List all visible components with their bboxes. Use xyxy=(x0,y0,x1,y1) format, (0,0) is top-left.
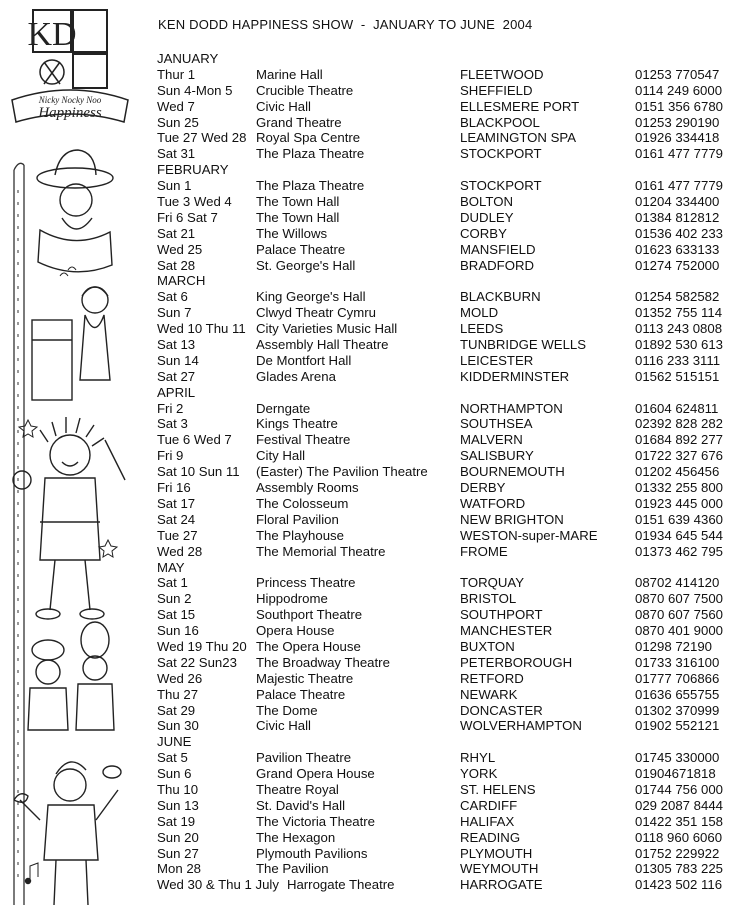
show-town: BLACKPOOL xyxy=(460,114,540,130)
show-date: Sat 24 xyxy=(157,511,196,527)
show-row xyxy=(157,877,737,893)
show-date: Sun 4-Mon 5 xyxy=(157,82,233,98)
show-row xyxy=(157,115,737,131)
show-row xyxy=(157,464,737,480)
show-venue: Hippodrome xyxy=(256,591,328,607)
show-row xyxy=(157,591,737,607)
show-row xyxy=(157,814,737,830)
show-town: ELLESMERE PORT xyxy=(460,98,580,114)
show-row xyxy=(157,321,737,337)
show-date: Thu 10 xyxy=(157,781,199,797)
logo-tagline-top: Nicky Nocky Noo xyxy=(38,95,102,105)
show-venue: The Dome xyxy=(256,702,318,718)
show-phone: 01373 462 795 xyxy=(635,543,724,559)
show-date: Sat 19 xyxy=(157,813,196,829)
show-date: Sat 6 xyxy=(157,289,188,305)
show-venue: Theatre Royal xyxy=(256,781,339,797)
show-venue: Grand Opera House xyxy=(256,766,375,782)
show-date: Sat 29 xyxy=(157,702,196,718)
show-venue: (Easter) The Pavilion Theatre xyxy=(256,464,428,480)
show-row xyxy=(157,782,737,798)
month-heading: FEBRUARY xyxy=(157,162,229,178)
show-venue: Civic Hall xyxy=(256,98,311,114)
show-date: Mon 28 xyxy=(157,861,201,877)
show-date: Sun 25 xyxy=(157,114,199,130)
show-phone: 01562 515151 xyxy=(635,368,720,384)
show-phone: 0161 477 7779 xyxy=(635,146,724,162)
show-date: Sat 5 xyxy=(157,750,188,766)
show-row xyxy=(157,846,737,862)
month-heading: APRIL xyxy=(157,384,196,400)
show-phone: 01332 255 800 xyxy=(635,480,724,496)
show-town: PETERBOROUGH xyxy=(460,654,573,670)
show-town: BRISTOL xyxy=(460,591,517,607)
show-date: Sun 13 xyxy=(157,797,199,813)
show-row xyxy=(157,83,737,99)
show-row xyxy=(157,194,737,210)
show-date: Sat 28 xyxy=(157,257,196,273)
show-phone: 01253 290190 xyxy=(635,114,720,130)
show-town: DONCASTER xyxy=(460,702,543,718)
show-row xyxy=(157,766,737,782)
show-phone: 0161 477 7779 xyxy=(635,178,724,194)
show-phone: 01752 229922 xyxy=(635,845,720,861)
show-town: DUDLEY xyxy=(460,209,514,225)
show-date: Thu 27 xyxy=(157,686,199,702)
show-date: Sat 3 xyxy=(157,416,188,432)
show-phone: 0113 243 0808 xyxy=(635,321,723,337)
show-town: BLACKBURN xyxy=(460,289,541,305)
show-venue: St. George's Hall xyxy=(256,257,356,273)
show-row xyxy=(157,639,737,655)
show-row xyxy=(157,480,737,496)
show-town: MALVERN xyxy=(460,432,523,448)
show-town: ST. HELENS xyxy=(460,781,536,797)
show-date: Sat 27 xyxy=(157,368,196,384)
show-town: NEWARK xyxy=(460,686,518,702)
show-town: TORQUAY xyxy=(460,575,524,591)
show-date: Fri 9 xyxy=(157,448,184,464)
show-venue: The Town Hall xyxy=(256,209,340,225)
show-date: Sat 15 xyxy=(157,607,196,623)
show-date: Sun 27 xyxy=(157,845,199,861)
show-row xyxy=(157,178,737,194)
show-venue: Royal Spa Centre xyxy=(256,130,361,146)
show-town: BRADFORD xyxy=(460,257,534,273)
show-row xyxy=(157,337,737,353)
show-town: MOLD xyxy=(460,305,499,321)
show-town: LEAMINGTON SPA xyxy=(460,130,577,146)
show-date: Tue 27 Wed 28 xyxy=(157,130,247,146)
show-venue: The Town Hall xyxy=(256,194,340,210)
show-date: Sun 16 xyxy=(157,623,199,639)
show-row xyxy=(157,305,737,321)
show-phone: 01923 445 000 xyxy=(635,495,724,511)
show-town: WOLVERHAMPTON xyxy=(460,718,582,734)
show-date: Wed 7 xyxy=(157,98,195,114)
show-date: Tue 3 Wed 4 xyxy=(157,194,232,210)
show-date: Sat 31 xyxy=(157,146,196,162)
show-venue: Assembly Rooms xyxy=(256,480,359,496)
show-date: Wed 19 Thu 20 xyxy=(157,638,247,654)
show-venue: The Opera House xyxy=(256,638,361,654)
show-row xyxy=(157,289,737,305)
show-date: Sun 2 xyxy=(157,591,192,607)
show-phone: 0870 401 9000 xyxy=(635,623,724,639)
show-venue: Marine Hall xyxy=(256,66,323,82)
show-row xyxy=(157,575,737,591)
show-row xyxy=(157,448,737,464)
show-phone: 01926 334418 xyxy=(635,130,720,146)
show-phone: 0114 249 6000 xyxy=(635,82,723,98)
show-venue: Palace Theatre xyxy=(256,686,346,702)
show-venue: The Broadway Theatre xyxy=(256,654,390,670)
show-phone: 01684 892 277 xyxy=(635,432,724,448)
show-phone: 01352 755 114 xyxy=(635,305,723,321)
show-phone: 01623 633133 xyxy=(635,241,720,257)
show-phone: 029 2087 8444 xyxy=(635,797,724,813)
show-town: MANCHESTER xyxy=(460,623,553,639)
show-venue: The Colosseum xyxy=(256,495,349,511)
show-row xyxy=(157,226,737,242)
show-date: Wed 30 & Thu 1 July xyxy=(157,877,279,893)
show-town: READING xyxy=(460,829,521,845)
show-town: WATFORD xyxy=(460,495,526,511)
show-date: Sat 21 xyxy=(157,225,196,241)
show-phone: 01422 351 158 xyxy=(635,813,724,829)
show-venue: Palace Theatre xyxy=(256,241,346,257)
show-venue: Civic Hall xyxy=(256,718,311,734)
show-date: Thur 1 xyxy=(157,66,196,82)
show-row xyxy=(157,830,737,846)
show-phone: 01744 756 000 xyxy=(635,781,724,797)
show-phone: 01904671818 xyxy=(635,766,716,782)
show-phone: 01298 72190 xyxy=(635,638,713,654)
show-town: BOLTON xyxy=(460,194,514,210)
show-venue: Floral Pavilion xyxy=(256,511,339,527)
show-row xyxy=(157,130,737,146)
show-phone: 0870 607 7500 xyxy=(635,591,724,607)
show-town: RETFORD xyxy=(460,670,524,686)
show-phone: 01423 502 116 xyxy=(635,877,723,893)
show-date: Sat 17 xyxy=(157,495,196,511)
show-row xyxy=(157,687,737,703)
show-row xyxy=(157,703,737,719)
show-town: FROME xyxy=(460,543,508,559)
show-venue: The Hexagon xyxy=(256,829,336,845)
show-venue: Derngate xyxy=(256,400,311,416)
show-row xyxy=(157,99,737,115)
show-row xyxy=(157,432,737,448)
show-phone: 0118 960 6060 xyxy=(635,829,723,845)
show-venue: King George's Hall xyxy=(256,289,366,305)
show-row xyxy=(157,671,737,687)
show-venue: The Plaza Theatre xyxy=(256,178,365,194)
show-date: Sun 14 xyxy=(157,352,199,368)
show-town: MANSFIELD xyxy=(460,241,536,257)
show-date: Tue 27 xyxy=(157,527,198,543)
show-town: NEW BRIGHTON xyxy=(460,511,564,527)
show-town: CORBY xyxy=(460,225,507,241)
logo-letter-k: KD xyxy=(27,16,77,53)
show-venue: Plymouth Pavilions xyxy=(256,845,368,861)
cartoon-figures xyxy=(13,150,125,905)
show-venue: City Hall xyxy=(256,448,306,464)
show-row xyxy=(157,401,737,417)
show-venue: Harrogate Theatre xyxy=(286,877,395,893)
decorative-illustration xyxy=(0,0,140,911)
show-venue: Kings Theatre xyxy=(256,416,338,432)
logo-tagline-bottom: Happiness xyxy=(38,105,102,121)
show-phone: 01202 456456 xyxy=(635,464,720,480)
show-row xyxy=(157,528,737,544)
show-phone: 01204 334400 xyxy=(635,194,720,210)
show-date: Sun 30 xyxy=(157,718,199,734)
show-town: RHYL xyxy=(460,750,496,766)
show-venue: Assembly Hall Theatre xyxy=(256,337,389,353)
show-town: SOUTHPORT xyxy=(460,607,543,623)
show-row xyxy=(157,369,737,385)
show-phone: 01934 645 544 xyxy=(635,527,724,543)
show-town: WEYMOUTH xyxy=(460,861,539,877)
show-town: FLEETWOOD xyxy=(460,66,544,82)
show-venue: The Victoria Theatre xyxy=(256,813,375,829)
show-town: CARDIFF xyxy=(460,797,518,813)
show-phone: 01254 582582 xyxy=(635,289,720,305)
show-phone: 0151 356 6780 xyxy=(635,98,724,114)
tour-schedule xyxy=(157,51,737,893)
show-phone: 01892 530 613 xyxy=(635,337,724,353)
show-date: Wed 28 xyxy=(157,543,203,559)
show-phone: 01536 402 233 xyxy=(635,225,724,241)
show-town: TUNBRIDGE WELLS xyxy=(460,337,587,353)
month-heading: JUNE xyxy=(157,734,192,750)
month-heading: MAY xyxy=(157,559,185,575)
show-row xyxy=(157,623,737,639)
show-venue: Southport Theatre xyxy=(256,607,363,623)
show-town: HALIFAX xyxy=(460,813,515,829)
show-date: Sun 1 xyxy=(157,178,192,194)
month-heading: MARCH xyxy=(157,273,206,289)
show-town: BOURNEMOUTH xyxy=(460,464,565,480)
show-row xyxy=(157,67,737,83)
show-date: Sun 6 xyxy=(157,766,192,782)
month-heading: JANUARY xyxy=(157,51,219,66)
show-date: Fri 16 xyxy=(157,480,191,496)
show-row xyxy=(157,512,737,528)
show-phone: 02392 828 282 xyxy=(635,416,724,432)
show-row xyxy=(157,718,737,734)
show-town: STOCKPORT xyxy=(460,178,542,194)
show-venue: Pavilion Theatre xyxy=(256,750,352,766)
show-date: Sat 13 xyxy=(157,337,196,353)
show-town: SHEFFIELD xyxy=(460,82,533,98)
show-venue: Festival Theatre xyxy=(256,432,351,448)
show-venue: The Plaza Theatre xyxy=(256,146,365,162)
show-venue: The Memorial Theatre xyxy=(256,543,386,559)
show-phone: 01302 370999 xyxy=(635,702,720,718)
show-town: STOCKPORT xyxy=(460,146,542,162)
show-phone: 01745 330000 xyxy=(635,750,720,766)
show-date: Sun 7 xyxy=(157,305,192,321)
illustration-column xyxy=(0,0,140,911)
kd-logo xyxy=(12,10,128,122)
show-row xyxy=(157,146,737,162)
show-venue: De Montfort Hall xyxy=(256,352,352,368)
show-row xyxy=(157,242,737,258)
show-phone: 01604 624811 xyxy=(635,400,719,416)
show-phone: 01733 316100 xyxy=(635,654,720,670)
show-town: HARROGATE xyxy=(460,877,543,893)
show-phone: 0870 607 7560 xyxy=(635,607,724,623)
show-phone: 01722 327 676 xyxy=(635,448,724,464)
show-venue: The Playhouse xyxy=(256,527,344,543)
show-date: Wed 26 xyxy=(157,670,203,686)
show-phone: 01253 770547 xyxy=(635,66,720,82)
show-town: LEICESTER xyxy=(460,352,534,368)
show-row xyxy=(157,750,737,766)
show-date: Wed 10 Thu 11 xyxy=(157,321,246,337)
show-date: Fri 6 Sat 7 xyxy=(157,209,218,225)
show-row xyxy=(157,607,737,623)
show-row xyxy=(157,798,737,814)
show-venue: Glades Arena xyxy=(256,368,336,384)
show-row xyxy=(157,353,737,369)
show-town: KIDDERMINSTER xyxy=(460,368,570,384)
show-town: SOUTHSEA xyxy=(460,416,533,432)
show-town: SALISBURY xyxy=(460,448,534,464)
show-row xyxy=(157,544,737,560)
show-venue: Clwyd Theatr Cymru xyxy=(256,305,376,321)
show-phone: 01384 812812 xyxy=(635,209,720,225)
show-town: NORTHAMPTON xyxy=(460,400,563,416)
show-row xyxy=(157,496,737,512)
show-phone: 01902 552121 xyxy=(635,718,720,734)
show-venue: Crucible Theatre xyxy=(256,82,354,98)
show-row xyxy=(157,258,737,274)
show-row xyxy=(157,416,737,432)
show-date: Sat 22 Sun23 xyxy=(157,654,237,670)
show-row xyxy=(157,210,737,226)
show-phone: 01636 655755 xyxy=(635,686,720,702)
show-venue: City Varieties Music Hall xyxy=(256,321,398,337)
show-town: DERBY xyxy=(460,480,506,496)
show-phone: 0151 639 4360 xyxy=(635,511,724,527)
show-town: BUXTON xyxy=(460,638,515,654)
show-venue: St. David's Hall xyxy=(256,797,345,813)
show-town: LEEDS xyxy=(460,321,504,337)
show-venue: Grand Theatre xyxy=(256,114,342,130)
show-venue: The Pavilion xyxy=(256,861,329,877)
show-venue: Princess Theatre xyxy=(256,575,356,591)
show-row xyxy=(157,861,737,877)
show-town: YORK xyxy=(460,766,498,782)
show-phone: 08702 414120 xyxy=(635,575,720,591)
show-date: Fri 2 xyxy=(157,400,184,416)
show-phone: 01305 783 225 xyxy=(635,861,724,877)
show-town: WESTON-super-MARE xyxy=(460,527,598,543)
show-date: Sat 10 Sun 11 xyxy=(157,464,240,480)
show-date: Tue 6 Wed 7 xyxy=(157,432,232,448)
show-venue: Majestic Theatre xyxy=(256,670,354,686)
show-date: Wed 25 xyxy=(157,241,203,257)
show-venue: Opera House xyxy=(256,623,335,639)
show-date: Sat 1 xyxy=(157,575,188,591)
show-phone: 01274 752000 xyxy=(635,257,720,273)
show-date: Sun 20 xyxy=(157,829,199,845)
show-town: PLYMOUTH xyxy=(460,845,533,861)
show-phone: 0116 233 3111 xyxy=(635,352,721,368)
show-row xyxy=(157,655,737,671)
show-venue: The Willows xyxy=(256,225,328,241)
page-title: KEN DODD HAPPINESS SHOW - JANUARY TO JUNE 2004 xyxy=(158,17,533,32)
show-phone: 01777 706866 xyxy=(635,670,720,686)
